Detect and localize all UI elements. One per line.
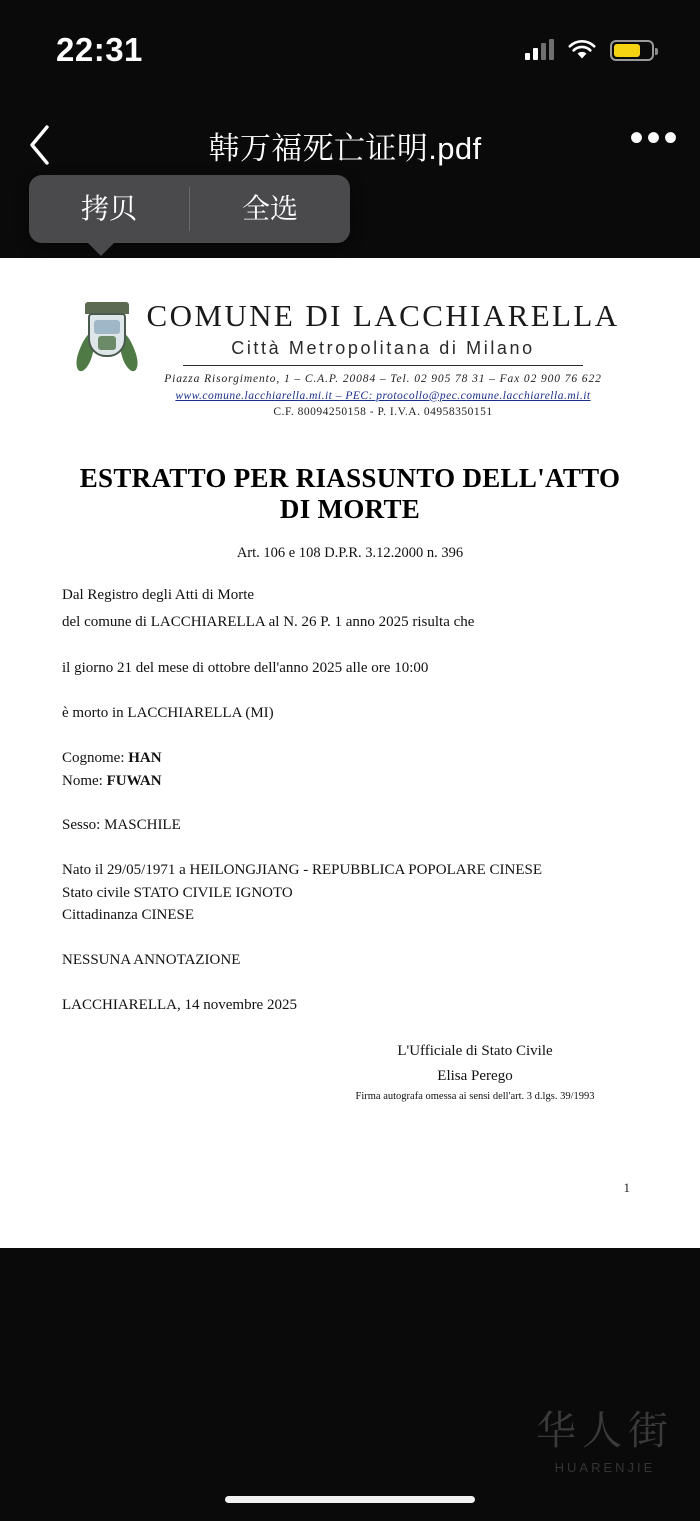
- comune-title: COMUNE DI LACCHIARELLA: [146, 298, 620, 333]
- watermark-latin: HUARENJIE: [554, 1460, 656, 1475]
- civil-status-line: Stato civile STATO CIVILE IGNOTO: [62, 884, 293, 901]
- context-menu-arrow: [87, 242, 115, 256]
- citizenship-line: Cittadinanza CINESE: [62, 907, 195, 924]
- place-date-line: LACCHIARELLA, 14 novembre 2025: [62, 997, 297, 1014]
- death-place-line: è morto in LACCHIARELLA (MI): [62, 704, 274, 721]
- signature-note: Firma autografa omessa ai sensi dell'art. 3 d.lgs. 39/1993: [355, 1091, 595, 1103]
- coat-of-arms-icon: [81, 302, 133, 374]
- article-reference: Art. 106 e 108 D.P.R. 3.12.2000 n. 396: [236, 545, 464, 562]
- comune-fiscal-code: C.F. 80094250158 - P. I.V.A. 04958350151: [273, 406, 493, 419]
- context-menu-item-copy[interactable]: 拷贝: [80, 193, 137, 224]
- surname-row: [62, 747, 638, 770]
- page-title: 韩万福死亡证明.pdf: [208, 130, 482, 166]
- chevron-left-icon: [28, 124, 52, 166]
- more-options-button[interactable]: •••: [629, 115, 681, 160]
- pdf-page[interactable]: [0, 258, 700, 1248]
- sex-line: Sesso: MASCHILE: [62, 817, 181, 834]
- register-line-1: Dal Registro degli Atti di Morte: [62, 587, 255, 604]
- letterhead: [0, 258, 700, 421]
- name-row: [62, 770, 638, 793]
- wifi-icon: [568, 40, 596, 61]
- comune-subtitle: Città Metropolitana di Milano: [231, 338, 535, 358]
- back-button[interactable]: [0, 124, 80, 166]
- comune-address: Piazza Risorgimento, 1 – C.A.P. 20084 – Tel. 02 905 78 31 – Fax 02 900 76 622: [164, 373, 602, 385]
- context-menu: [29, 175, 350, 243]
- comune-web-pec[interactable]: www.comune.lacchiarella.mi.it – PEC: protocollo@pec.comune.lacchiarella.mi.it: [175, 389, 591, 402]
- battery-icon: [610, 40, 654, 61]
- name-value: FUWAN: [106, 772, 162, 789]
- status-time: 22:31: [56, 31, 143, 68]
- status-bar: [0, 0, 700, 100]
- signature-block: [62, 1043, 638, 1102]
- status-icons: [525, 40, 654, 61]
- document-body: [0, 463, 700, 1102]
- register-line-2: del comune di LACCHIARELLA al N. 26 P. 1 anno 2025 risulta che: [62, 614, 475, 631]
- watermark-chinese: 华人街: [536, 1408, 674, 1453]
- date-line: il giorno 21 del mese di ottobre dell'anno 2025 alle ore 10:00: [62, 659, 429, 676]
- home-indicator[interactable]: [225, 1496, 475, 1503]
- watermark: [536, 1399, 674, 1475]
- name-label: Nome:: [62, 772, 103, 789]
- birth-line: Nato il 29/05/1971 a HEILONGJIANG - REPUBBLICA POPOLARE CINESE: [62, 862, 542, 879]
- surname-label: Cognome:: [62, 750, 125, 767]
- signature-name: Elisa Perego: [437, 1068, 513, 1085]
- page-number: 1: [623, 1180, 630, 1195]
- birth-block: [62, 859, 638, 927]
- surname-value: HAN: [128, 750, 162, 767]
- bottom-area: [0, 1248, 700, 1521]
- identity-block: [62, 747, 638, 792]
- letterhead-divider: [183, 365, 583, 366]
- context-menu-item-select-all[interactable]: 全选: [241, 193, 298, 224]
- document-heading: ESTRATTO PER RIASSUNTO DELL'ATTO DI MORTE: [79, 463, 621, 525]
- annotation-line: NESSUNA ANNOTAZIONE: [62, 951, 241, 968]
- cellular-signal-icon: [525, 40, 554, 60]
- signature-role: L'Ufficiale di Stato Civile: [397, 1043, 553, 1060]
